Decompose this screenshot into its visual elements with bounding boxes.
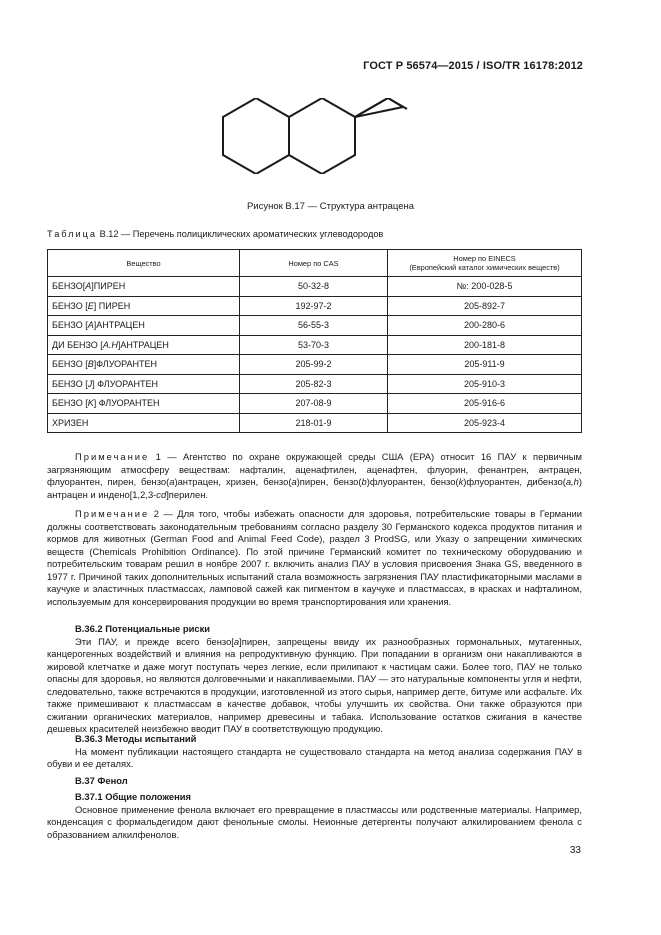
section-text: На момент публикации настоящего стандарта не существовало стандарта на метод анализа содержания ПАУ в обуви и ее деталях. — [47, 745, 582, 769]
cell-substance — [48, 374, 240, 394]
cell-cas: 192-97-2 — [240, 296, 388, 316]
substance-name-part: J — [87, 378, 93, 389]
header-substance: Вещество — [48, 250, 240, 277]
section-heading: В.36.2 Потенциальные риски — [75, 623, 211, 634]
table-caption-label: Таблица — [47, 229, 98, 239]
anthracene-structure-figure — [218, 98, 408, 174]
section-heading: В.36.3 Методы испытаний — [75, 733, 197, 744]
note1-text: )пирен, бензо( — [296, 476, 362, 487]
substance-name-part: ]ПИРЕН — [91, 281, 126, 292]
table-row — [48, 355, 582, 375]
substance-name-part: A — [87, 320, 94, 331]
table-header-row — [48, 250, 582, 277]
substance-name-part: БЕНЗО [ — [52, 359, 88, 370]
section-text: Основное применение фенола включает его превращение в пластмассы или родственные материалы. Например, конденсация с формальдегидом дают фенольные смолы. Неионные детергенты получают алкилированием фенола с образованием алкилфенолов. — [47, 803, 582, 840]
cell-substance — [48, 394, 240, 414]
note1-label: Примечание — [75, 451, 150, 462]
table-row — [48, 296, 582, 316]
substance-name-part: БЕНЗО[ — [52, 281, 86, 292]
substance-name-part: ]ФЛУОРАНТЕН — [93, 359, 158, 370]
note1-italic: а — [169, 476, 175, 487]
cell-cas: 207-08-9 — [240, 394, 388, 414]
substance-name-part: ХРИЗЕН — [52, 417, 89, 428]
note2-text: 2 — Для того, чтобы избежать опасности для здоровья, потребительские товары в Германии должны соответствовать законодательным требованиям согласно разделу 30 Германского кодекса продуктов питания и кормов для животных (German Food and Animal Feed Code), раздел 3 ProdSG, или Указу о запрещении химических веществ (Chemicals Prohibition Ordinance). По этой причине Германский комитет по техническому оборудованию и потребительским товарам решил в ноябре 2007 г. включить анализ ПАУ в условия присвоения Знака GS, введенного в 1977 г. Причиной таких дополнительных испытаний стала возможность загрязнения ПАУ пластификаторными маслами в каучуке и эластичных пластмассах, ламповой сажей как пигментом в каучуке и пластмассах, в красках и нафталином, используемым для консервирования продукции во время транспортирования или хранения. — [47, 508, 582, 607]
cell-substance — [48, 296, 240, 316]
note1-text: )флуорантен, дибензо( — [463, 476, 566, 487]
section-italic: а — [233, 635, 240, 647]
substance-name-part: K — [87, 398, 94, 409]
cell-einecs: 205-911-9 — [388, 355, 582, 375]
pah-table — [47, 249, 582, 433]
note1-italic: cd — [156, 488, 167, 500]
note-1 — [47, 451, 582, 501]
cell-einecs: 205-916-6 — [388, 394, 582, 414]
substance-name-part: БЕНЗО [ — [52, 398, 88, 409]
cell-einecs: 205-892-7 — [388, 296, 582, 316]
note1-italic: b — [361, 476, 367, 487]
cell-cas: 56-55-3 — [240, 316, 388, 336]
substance-name-part: B — [87, 359, 94, 370]
table-row — [48, 277, 582, 297]
cell-substance — [48, 316, 240, 336]
section-text: Эти ПАУ, и прежде всего бензо[ — [75, 635, 234, 647]
table-caption-text: В.12 — Перечень полициклических ароматических углеводородов — [97, 229, 384, 239]
note-2 — [47, 508, 582, 608]
section-heading: В.37.1 Общие положения — [75, 791, 192, 802]
page-number: 33 — [569, 845, 581, 856]
cell-einecs: 200-280-6 — [388, 316, 582, 336]
cell-substance — [48, 277, 240, 297]
note1-text: ]перилен. — [166, 488, 209, 500]
note1-italic: k — [458, 476, 464, 487]
cell-einecs: 205-923-4 — [388, 413, 582, 433]
substance-name-part: ] ПИРЕН — [93, 300, 131, 311]
note1-italic: а — [291, 476, 297, 487]
note1-italic: a,h — [565, 476, 579, 487]
section-b37 — [47, 775, 582, 788]
section-b37-1 — [47, 791, 582, 841]
cell-substance — [48, 335, 240, 355]
cell-einecs: 200-181-8 — [388, 335, 582, 355]
header-einecs — [388, 250, 582, 277]
table-row — [48, 394, 582, 414]
section-b36-3 — [47, 733, 582, 771]
standard-header: ГОСТ Р 56574—2015 / ISO/TR 16178:2012 — [363, 60, 583, 72]
section-text: ]пирен, запрещены ввиду их разнообразных гормональных, мутагенных, канцерогенных воздействий и влияния на репродуктивную функцию. При попадании в организм они накапливаются в жировой клетчатке и даже могут поступать через легкие, если прилипают к частицам сажи. Более того, ПАУ не только опасны для здоровья, но являются долговечными и накапливаемыми. ПАУ — это натуральные компоненты угля и нефти, следовательно, также встречаются в продукции, изготовленной из этого сырья, например дегте, битуме или асфальте. Их также примешивают к пластмассам в качестве добавок, чтобы улучшить их свойства. Они также образуются при сжигании органических материалов, например древесины и табака. Использование остатков сжигания в качестве дешевых красителей неизбежно вводит ПАУ в соответствующую продукцию. — [47, 635, 582, 734]
cell-substance — [48, 355, 240, 375]
section-heading: В.37 Фенол — [75, 775, 128, 786]
substance-name-part: ] ФЛУОРАНТЕН — [93, 398, 160, 409]
cell-einecs: 205-910-3 — [388, 374, 582, 394]
substance-name-part: A — [85, 281, 92, 292]
substance-name-part: A.H — [102, 339, 118, 350]
substance-name-part: ]АНТРАЦЕН — [93, 320, 145, 331]
header-einecs-line2: (Европейский каталог химических веществ) — [409, 263, 560, 272]
cell-cas: 205-99-2 — [240, 355, 388, 375]
cell-cas: 50-32-8 — [240, 277, 388, 297]
note1-text: )флуорантен, бензо( — [366, 476, 459, 487]
table-row — [48, 335, 582, 355]
note1-text: 1 — Агентство по охране окружающей среды США (ЕРА) относит 16 ПАУ к первичным загрязняющим атмосферу веществам: нафталин, аценафтилен, аценафтен, флуорин, фенантрен, антрацен, флуорантен, пирен, бензо( — [47, 451, 582, 487]
cell-substance — [48, 413, 240, 433]
header-cas: Номер по CAS — [240, 250, 388, 277]
cell-einecs: №: 200-028-5 — [388, 277, 582, 297]
table-row — [48, 374, 582, 394]
note1-text: ) антрацен и индено[1,2,3- — [47, 476, 583, 500]
note2-label: Примечание — [75, 508, 150, 519]
substance-name-part: БЕНЗО [ — [52, 320, 88, 331]
table-row — [48, 413, 582, 433]
cell-cas: 218-01-9 — [240, 413, 388, 433]
note1-text: )антрацен, хризен, бензо( — [174, 476, 292, 487]
header-einecs-line1: Номер по EINECS — [453, 254, 516, 263]
substance-name-part: ]АНТРАЦЕН — [117, 339, 169, 350]
cell-cas: 205-82-3 — [240, 374, 388, 394]
substance-name-part: E — [87, 300, 94, 311]
substance-name-part: ] ФЛУОРАНТЕН — [92, 378, 159, 389]
section-b36-2 — [47, 623, 582, 736]
table-caption — [47, 229, 383, 239]
substance-name-part: ДИ БЕНЗО [ — [52, 339, 103, 350]
figure-caption: Рисунок В.17 — Структура антрацена — [246, 201, 415, 212]
cell-cas: 53-70-3 — [240, 335, 388, 355]
substance-name-part: БЕНЗО [ — [52, 378, 88, 389]
substance-name-part: БЕНЗО [ — [52, 300, 88, 311]
table-row — [48, 316, 582, 336]
